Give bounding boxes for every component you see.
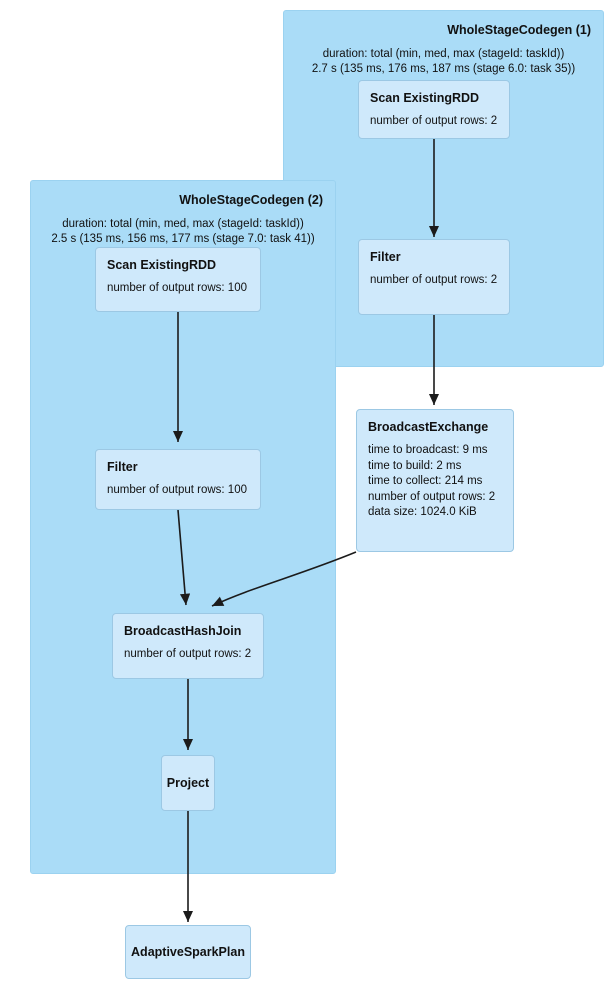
node-broadcasthashjoin[interactable] <box>112 613 264 679</box>
node-filter-left[interactable] <box>95 449 261 510</box>
node-metric: time to build: 2 ms <box>368 459 462 472</box>
cluster-subtitle-line2: 2.5 s (135 ms, 156 ms, 177 ms (stage 7.0: task 41)) <box>51 233 315 245</box>
node-scan-existingrdd-top[interactable] <box>358 80 510 139</box>
node-scan-existingrdd-left[interactable] <box>95 247 261 312</box>
node-metric: number of output rows: 2 <box>124 648 252 660</box>
node-title: Scan ExistingRDD <box>107 258 217 272</box>
node-title: Project <box>166 776 210 790</box>
node-title: Filter <box>107 460 138 474</box>
node-metric: number of output rows: 100 <box>107 484 247 496</box>
cluster-title: WholeStageCodegen (2) <box>179 193 323 207</box>
node-title: BroadcastHashJoin <box>124 624 242 638</box>
node-title: Filter <box>370 250 401 264</box>
node-metric: number of output rows: 2 <box>370 274 498 286</box>
cluster-title: WholeStageCodegen (1) <box>447 23 591 37</box>
node-title: BroadcastExchange <box>368 420 489 434</box>
node-title: AdaptiveSparkPlan <box>131 945 245 959</box>
node-metric: number of output rows: 100 <box>107 282 247 294</box>
node-metric: number of output rows: 2 <box>370 115 498 127</box>
cluster-subtitle-line1: duration: total (min, med, max (stageId: taskId)) <box>62 218 304 230</box>
node-filter-top[interactable] <box>358 239 510 315</box>
node-metric: time to broadcast: 9 ms <box>368 444 488 456</box>
node-broadcastexchange[interactable] <box>356 409 514 552</box>
node-project[interactable] <box>161 755 215 811</box>
node-metric: number of output rows: 2 <box>368 490 496 503</box>
cluster-subtitle-line1: duration: total (min, med, max (stageId: taskId)) <box>322 48 565 60</box>
cluster-subtitle-line2: 2.7 s (135 ms, 176 ms, 187 ms (stage 6.0: task 35)) <box>311 63 576 75</box>
node-adaptivesparkplan[interactable] <box>125 925 251 979</box>
node-title: Scan ExistingRDD <box>370 91 480 105</box>
node-metric: time to collect: 214 ms <box>368 475 483 487</box>
node-metric: data size: 1024.0 KiB <box>368 506 477 518</box>
